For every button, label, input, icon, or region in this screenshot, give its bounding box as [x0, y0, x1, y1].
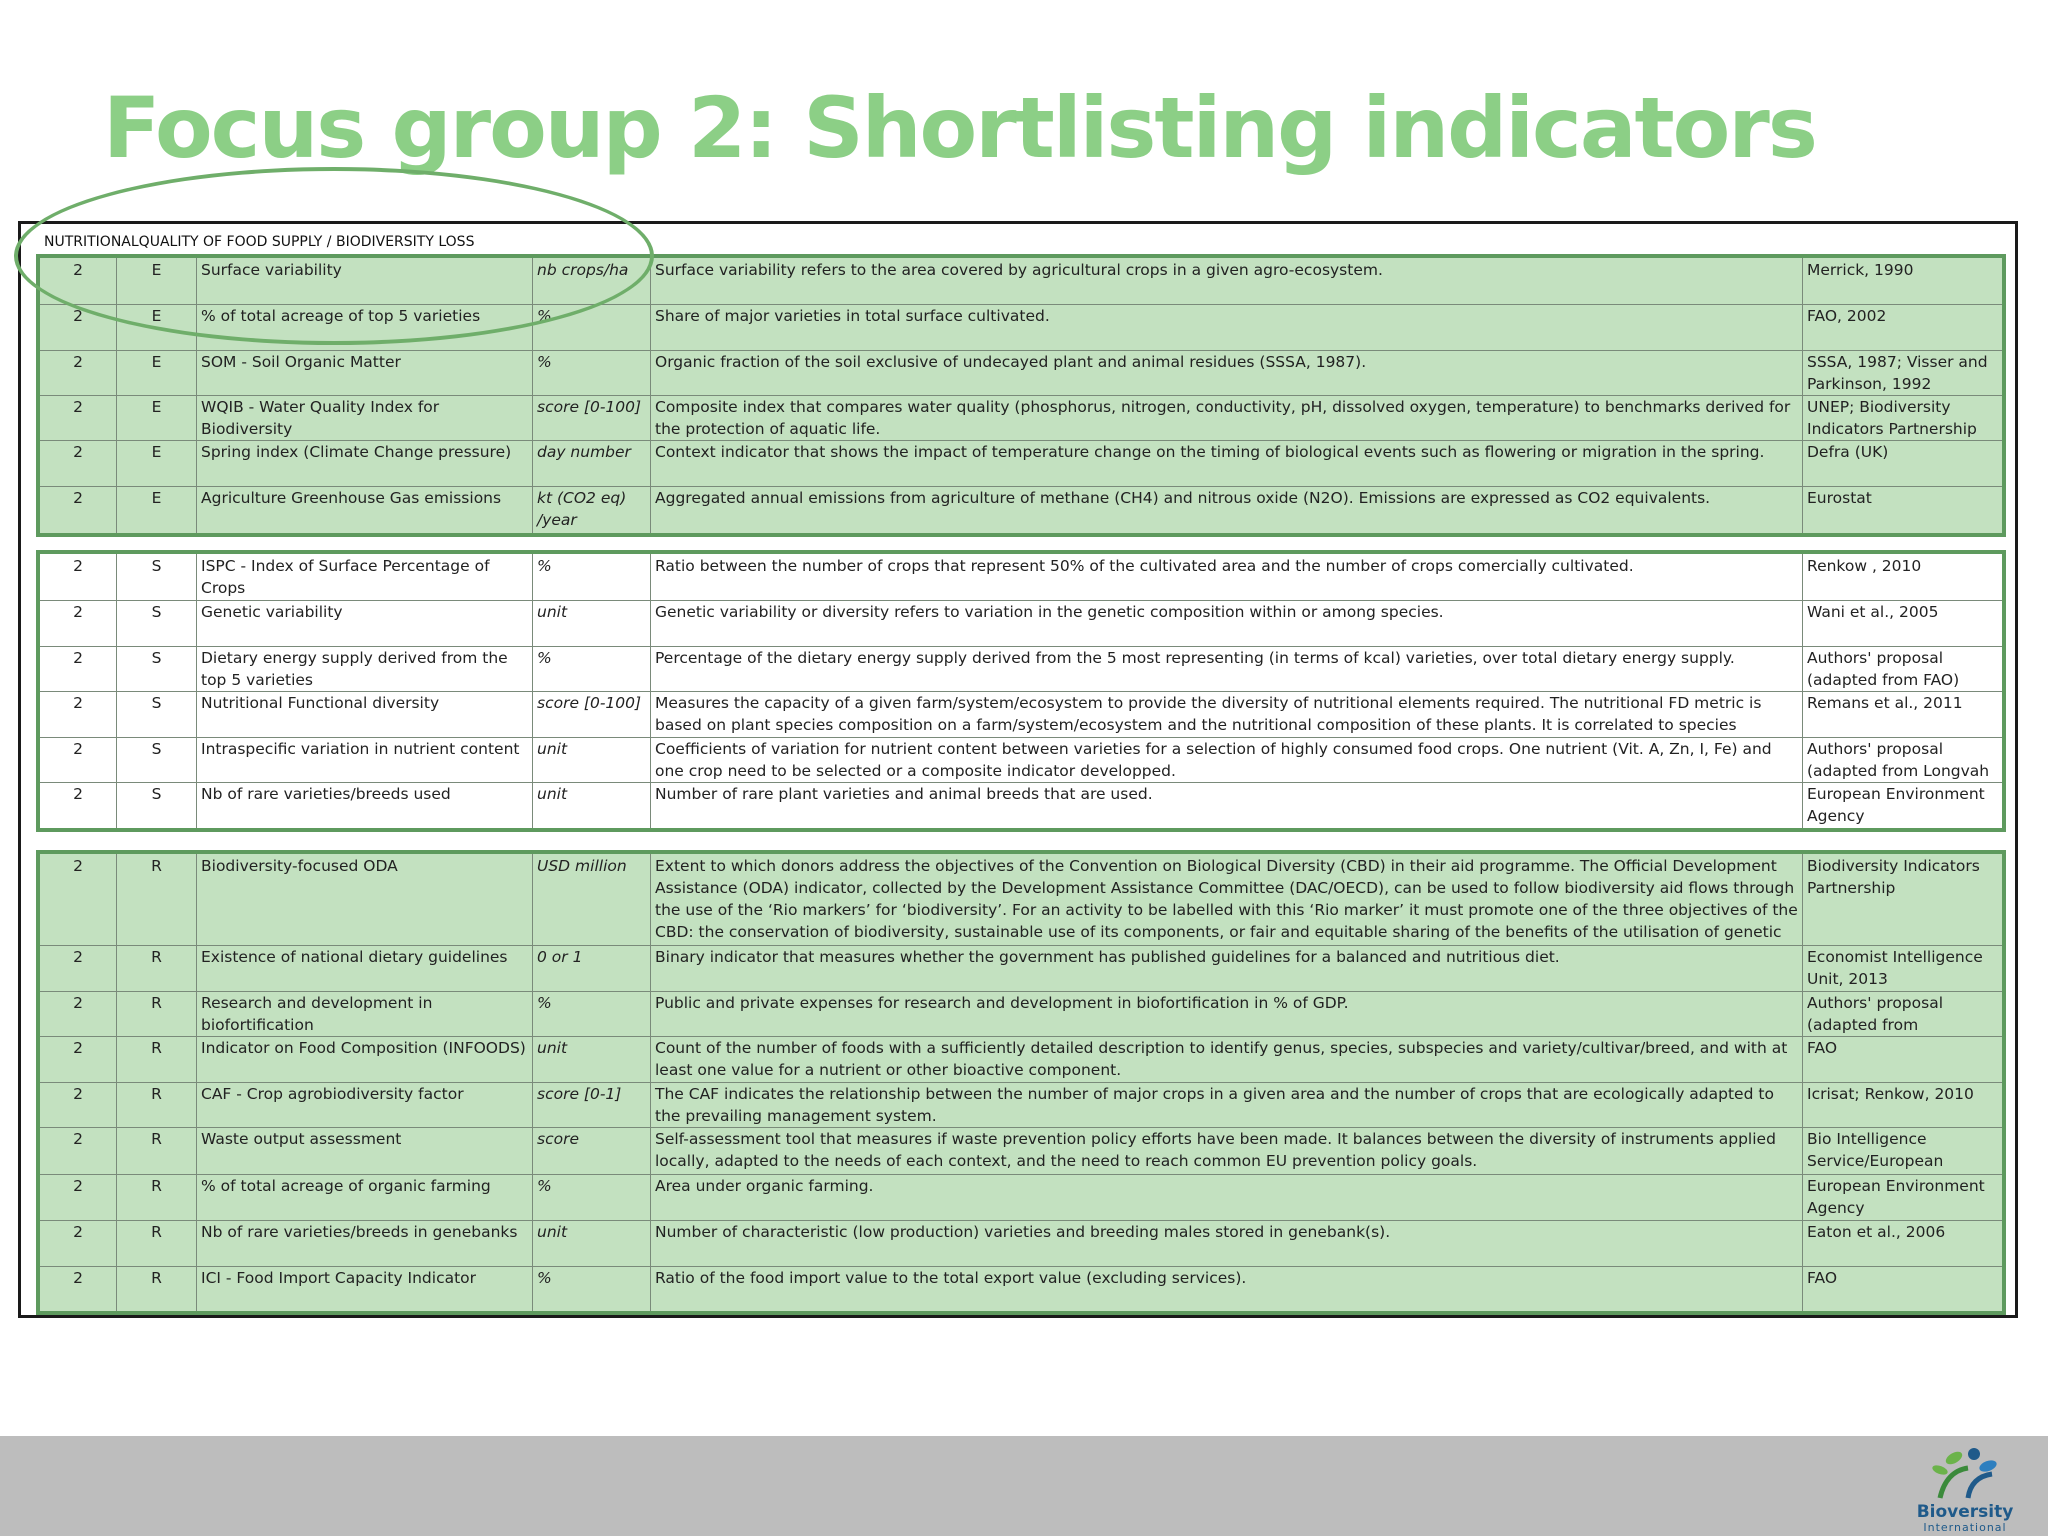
row-number: 2: [40, 350, 117, 395]
indicator-source: Wani et al., 2005: [1807, 603, 1939, 621]
footer-band: [0, 1436, 2048, 1536]
indicator-source: Renkow , 2010: [1807, 557, 1922, 575]
indicator-name: Genetic variability: [197, 600, 533, 646]
indicator-unit: %: [533, 646, 651, 691]
indicator-unit: %: [533, 1174, 651, 1220]
row-number: 2: [40, 1082, 117, 1127]
logo-subtitle: International: [1923, 1521, 2007, 1534]
indicator-source: Defra (UK): [1807, 443, 1889, 461]
row-number: 2: [40, 486, 117, 533]
table-header: NUTRITIONALQUALITY OF FOOD SUPPLY / BIODIVERSITY LOSS: [44, 234, 475, 250]
indicator-description: Composite index that compares water quality (phosphorus, nitrogen, conductivity, pH, dissolved oxygen, temperature) to benchmarks derived for the protection of aquatic life.: [651, 395, 1803, 440]
indicator-description: Context indicator that shows the impact of temperature change on the timing of biological events such as flowering or migration in the spring.: [651, 440, 1803, 486]
indicator-name: Existence of national dietary guidelines: [197, 945, 533, 991]
indicator-unit: %: [533, 350, 651, 395]
indicator-name: % of total acreage of top 5 varieties: [197, 304, 533, 350]
indicator-source: FAO: [1807, 1039, 1838, 1057]
table-row: [40, 945, 2002, 992]
indicator-description: Share of major varieties in total surface cultivated.: [651, 304, 1803, 350]
indicator-unit: nb crops/ha: [533, 258, 651, 304]
row-number: 2: [40, 395, 117, 440]
indicator-group-r: [36, 850, 2006, 1315]
indicator-description: Organic fraction of the soil exclusive of undecayed plant and animal residues (SSSA, 1987).: [651, 350, 1803, 395]
indicator-description: Binary indicator that measures whether the government has published guidelines for a balanced and nutritious diet.: [651, 945, 1803, 991]
row-number: 2: [40, 1174, 117, 1220]
indicator-name: Indicator on Food Composition (INFOODS): [197, 1036, 533, 1082]
row-type: S: [117, 782, 197, 828]
indicator-name: Dietary energy supply derived from the top 5 varieties: [197, 646, 533, 691]
indicator-description: Ratio of the food import value to the total export value (excluding services).: [651, 1266, 1803, 1311]
row-number: 2: [40, 1036, 117, 1082]
indicator-description: The CAF indicates the relationship between the number of major crops in a given area and the number of crops that are ecologically adapted to the prevailing management system.: [651, 1082, 1803, 1127]
row-type: S: [117, 554, 197, 600]
indicator-name: Nb of rare varieties/breeds in genebanks: [197, 1220, 533, 1266]
indicator-name: SOM - Soil Organic Matter: [197, 350, 533, 395]
bioversity-logo: [1910, 1440, 2020, 1534]
row-number: 2: [40, 554, 117, 600]
indicator-name: ICI - Food Import Capacity Indicator: [197, 1266, 533, 1311]
row-number: 2: [40, 782, 117, 828]
table-row: [40, 304, 2002, 351]
indicator-source: Authors' proposal (adapted from: [1807, 994, 1944, 1034]
table-row: [40, 1266, 2002, 1311]
indicator-source: FAO, 2002: [1807, 307, 1887, 325]
indicator-name: Agriculture Greenhouse Gas emissions: [197, 486, 533, 533]
row-number: 2: [40, 1127, 117, 1174]
indicator-unit: %: [533, 1266, 651, 1311]
row-type: S: [117, 737, 197, 782]
indicator-description: Number of rare plant varieties and animal breeds that are used.: [651, 782, 1803, 828]
table-row: [40, 991, 2002, 1037]
indicator-unit: %: [533, 304, 651, 350]
indicator-unit: kt (CO2 eq) /year: [533, 486, 651, 533]
indicator-name: CAF - Crop agrobiodiversity factor: [197, 1082, 533, 1127]
row-type: R: [117, 1082, 197, 1127]
table-row: [40, 486, 2002, 533]
table-row: [40, 258, 2002, 305]
indicator-source: Merrick, 1990: [1807, 261, 1914, 279]
indicator-name: Surface variability: [197, 258, 533, 304]
indicator-unit: score [0-100]: [533, 395, 651, 440]
indicator-name: % of total acreage of organic farming: [197, 1174, 533, 1220]
table-row: [40, 854, 2002, 946]
table-row: [40, 646, 2002, 692]
row-type: E: [117, 486, 197, 533]
table-row: [40, 1220, 2002, 1267]
indicator-name: Waste output assessment: [197, 1127, 533, 1174]
indicator-unit: score: [533, 1127, 651, 1174]
row-type: R: [117, 1266, 197, 1311]
indicator-unit: %: [533, 554, 651, 600]
indicator-source: Remans et al., 2011: [1807, 694, 1963, 712]
indicator-name: Intraspecific variation in nutrient content: [197, 737, 533, 782]
row-number: 2: [40, 945, 117, 991]
indicator-unit: USD million: [533, 854, 651, 945]
row-type: R: [117, 945, 197, 991]
table-row: [40, 554, 2002, 601]
row-number: 2: [40, 991, 117, 1036]
indicator-name: Research and development in biofortification: [197, 991, 533, 1036]
row-type: R: [117, 1220, 197, 1266]
indicator-source: Authors' proposal (adapted from FAO): [1807, 649, 1960, 689]
table-row: [40, 691, 2002, 738]
table-row: [40, 350, 2002, 396]
indicator-unit: 0 or 1: [533, 945, 651, 991]
row-type: E: [117, 440, 197, 486]
indicator-description: Number of characteristic (low production) varieties and breeding males stored in genebank(s).: [651, 1220, 1803, 1266]
indicator-description: Self-assessment tool that measures if waste prevention policy efforts have been made. It balances between the diversity of instruments applied locally, adapted to the needs of each context, and the need to reach common EU prevention policy goals.: [651, 1127, 1803, 1174]
row-number: 2: [40, 1266, 117, 1311]
table-row: [40, 737, 2002, 783]
table-row: [40, 1036, 2002, 1083]
indicator-source: Biodiversity Indicators Partnership: [1807, 857, 1980, 897]
indicator-description: Aggregated annual emissions from agriculture of methane (CH4) and nitrous oxide (N2O). Emissions are expressed as CO2 equivalents.: [651, 486, 1803, 533]
indicator-source: SSSA, 1987; Visser and Parkinson, 1992: [1807, 353, 1988, 393]
row-type: S: [117, 600, 197, 646]
indicator-source: Eurostat: [1807, 489, 1872, 507]
row-number: 2: [40, 691, 117, 737]
table-row: [40, 1174, 2002, 1221]
table-row: [40, 395, 2002, 441]
row-number: 2: [40, 854, 117, 945]
row-type: E: [117, 350, 197, 395]
indicator-name: Nutritional Functional diversity: [197, 691, 533, 737]
indicator-source: European Environment Agency: [1807, 1177, 1985, 1217]
indicator-source: Bio Intelligence Service/European: [1807, 1130, 1944, 1170]
indicator-unit: unit: [533, 1036, 651, 1082]
indicator-unit: score [0-1]: [533, 1082, 651, 1127]
indicator-description: Coefficients of variation for nutrient content between varieties for a selection of highly consumed food crops. One nutrient (Vit. A, Zn, I, Fe) and one crop need to be selected or a composite indicator developped.: [651, 737, 1803, 782]
indicator-group-e: [36, 254, 2006, 537]
indicator-description: Percentage of the dietary energy supply derived from the 5 most representing (in terms of kcal) varieties, over total dietary energy supply.: [651, 646, 1803, 691]
indicator-source: Authors' proposal (adapted from Longvah: [1807, 740, 1990, 780]
logo-mark-icon: [1910, 1440, 2020, 1504]
indicator-unit: unit: [533, 600, 651, 646]
row-type: R: [117, 1036, 197, 1082]
table-row: [40, 600, 2002, 647]
indicator-source: Eaton et al., 2006: [1807, 1223, 1946, 1241]
row-number: 2: [40, 304, 117, 350]
row-number: 2: [40, 646, 117, 691]
row-type: E: [117, 395, 197, 440]
indicator-description: Surface variability refers to the area covered by agricultural crops in a given agro-ecosystem.: [651, 258, 1803, 304]
indicator-unit: unit: [533, 782, 651, 828]
indicator-source: FAO: [1807, 1269, 1838, 1287]
row-type: R: [117, 991, 197, 1036]
indicator-unit: unit: [533, 737, 651, 782]
indicator-unit: score [0-100]: [533, 691, 651, 737]
indicator-description: Measures the capacity of a given farm/system/ecosystem to provide the diversity of nutritional elements required. The nutritional FD metric is based on plant species composition on a farm/system/ecosystem and the nutritional composition of these plants. It is correlated to species: [651, 691, 1803, 737]
indicator-name: Spring index (Climate Change pressure): [197, 440, 533, 486]
row-number: 2: [40, 1220, 117, 1266]
indicator-name: WQIB - Water Quality Index for Biodiversity: [197, 395, 533, 440]
indicator-group-s: [36, 550, 2006, 832]
indicator-name: ISPC - Index of Surface Percentage of Crops: [197, 554, 533, 600]
indicator-unit: day number: [533, 440, 651, 486]
row-type: R: [117, 1174, 197, 1220]
row-type: S: [117, 691, 197, 737]
indicator-description: Ratio between the number of crops that represent 50% of the cultivated area and the number of crops comercially cultivated.: [651, 554, 1803, 600]
indicator-description: Count of the number of foods with a sufficiently detailed description to identify genus, species, subspecies and variety/cultivar/breed, and with at least one value for a nutrient or other bioactive component.: [651, 1036, 1803, 1082]
indicator-source: Economist Intelligence Unit, 2013: [1807, 948, 1983, 988]
row-number: 2: [40, 440, 117, 486]
indicator-unit: unit: [533, 1220, 651, 1266]
indicator-name: Biodiversity-focused ODA: [197, 854, 533, 945]
row-type: R: [117, 1127, 197, 1174]
table-row: [40, 1127, 2002, 1175]
indicator-description: Area under organic farming.: [651, 1174, 1803, 1220]
row-number: 2: [40, 258, 117, 304]
logo-name: Bioversity: [1916, 1502, 2014, 1522]
row-number: 2: [40, 600, 117, 646]
row-number: 2: [40, 737, 117, 782]
indicator-unit: %: [533, 991, 651, 1036]
table-row: [40, 1082, 2002, 1128]
table-row: [40, 782, 2002, 828]
row-type: S: [117, 646, 197, 691]
row-type: R: [117, 854, 197, 945]
slide-title: Focus group 2: Shortlisting indicators: [103, 79, 1816, 177]
row-type: E: [117, 258, 197, 304]
row-type: E: [117, 304, 197, 350]
indicator-source: UNEP; Biodiversity Indicators Partnership: [1807, 398, 1977, 438]
indicator-name: Nb of rare varieties/breeds used: [197, 782, 533, 828]
table-row: [40, 440, 2002, 487]
indicator-description: Genetic variability or diversity refers to variation in the genetic composition within or among species.: [651, 600, 1803, 646]
indicator-source: European Environment Agency: [1807, 785, 1985, 825]
indicator-source: Icrisat; Renkow, 2010: [1807, 1085, 1974, 1103]
indicator-description: Public and private expenses for research and development in biofortification in % of GDP.: [651, 991, 1803, 1036]
indicator-description: Extent to which donors address the objectives of the Convention on Biological Diversity (CBD) in their aid programme. The Official Development Assistance (ODA) indicator, collected by the Development Assistance Committee (DAC/OECD), can be used to follow biodiversity aid flows through the use of the ‘Rio markers’ for ‘biodiversity’. For an activity to be labelled with this ‘Rio marker’ it must promote one of the three objectives of the CBD: the conservation of biodiversity, sustainable use of its components, or fair and equitable sharing of the benefits of the utilisation of genetic: [651, 854, 1803, 945]
